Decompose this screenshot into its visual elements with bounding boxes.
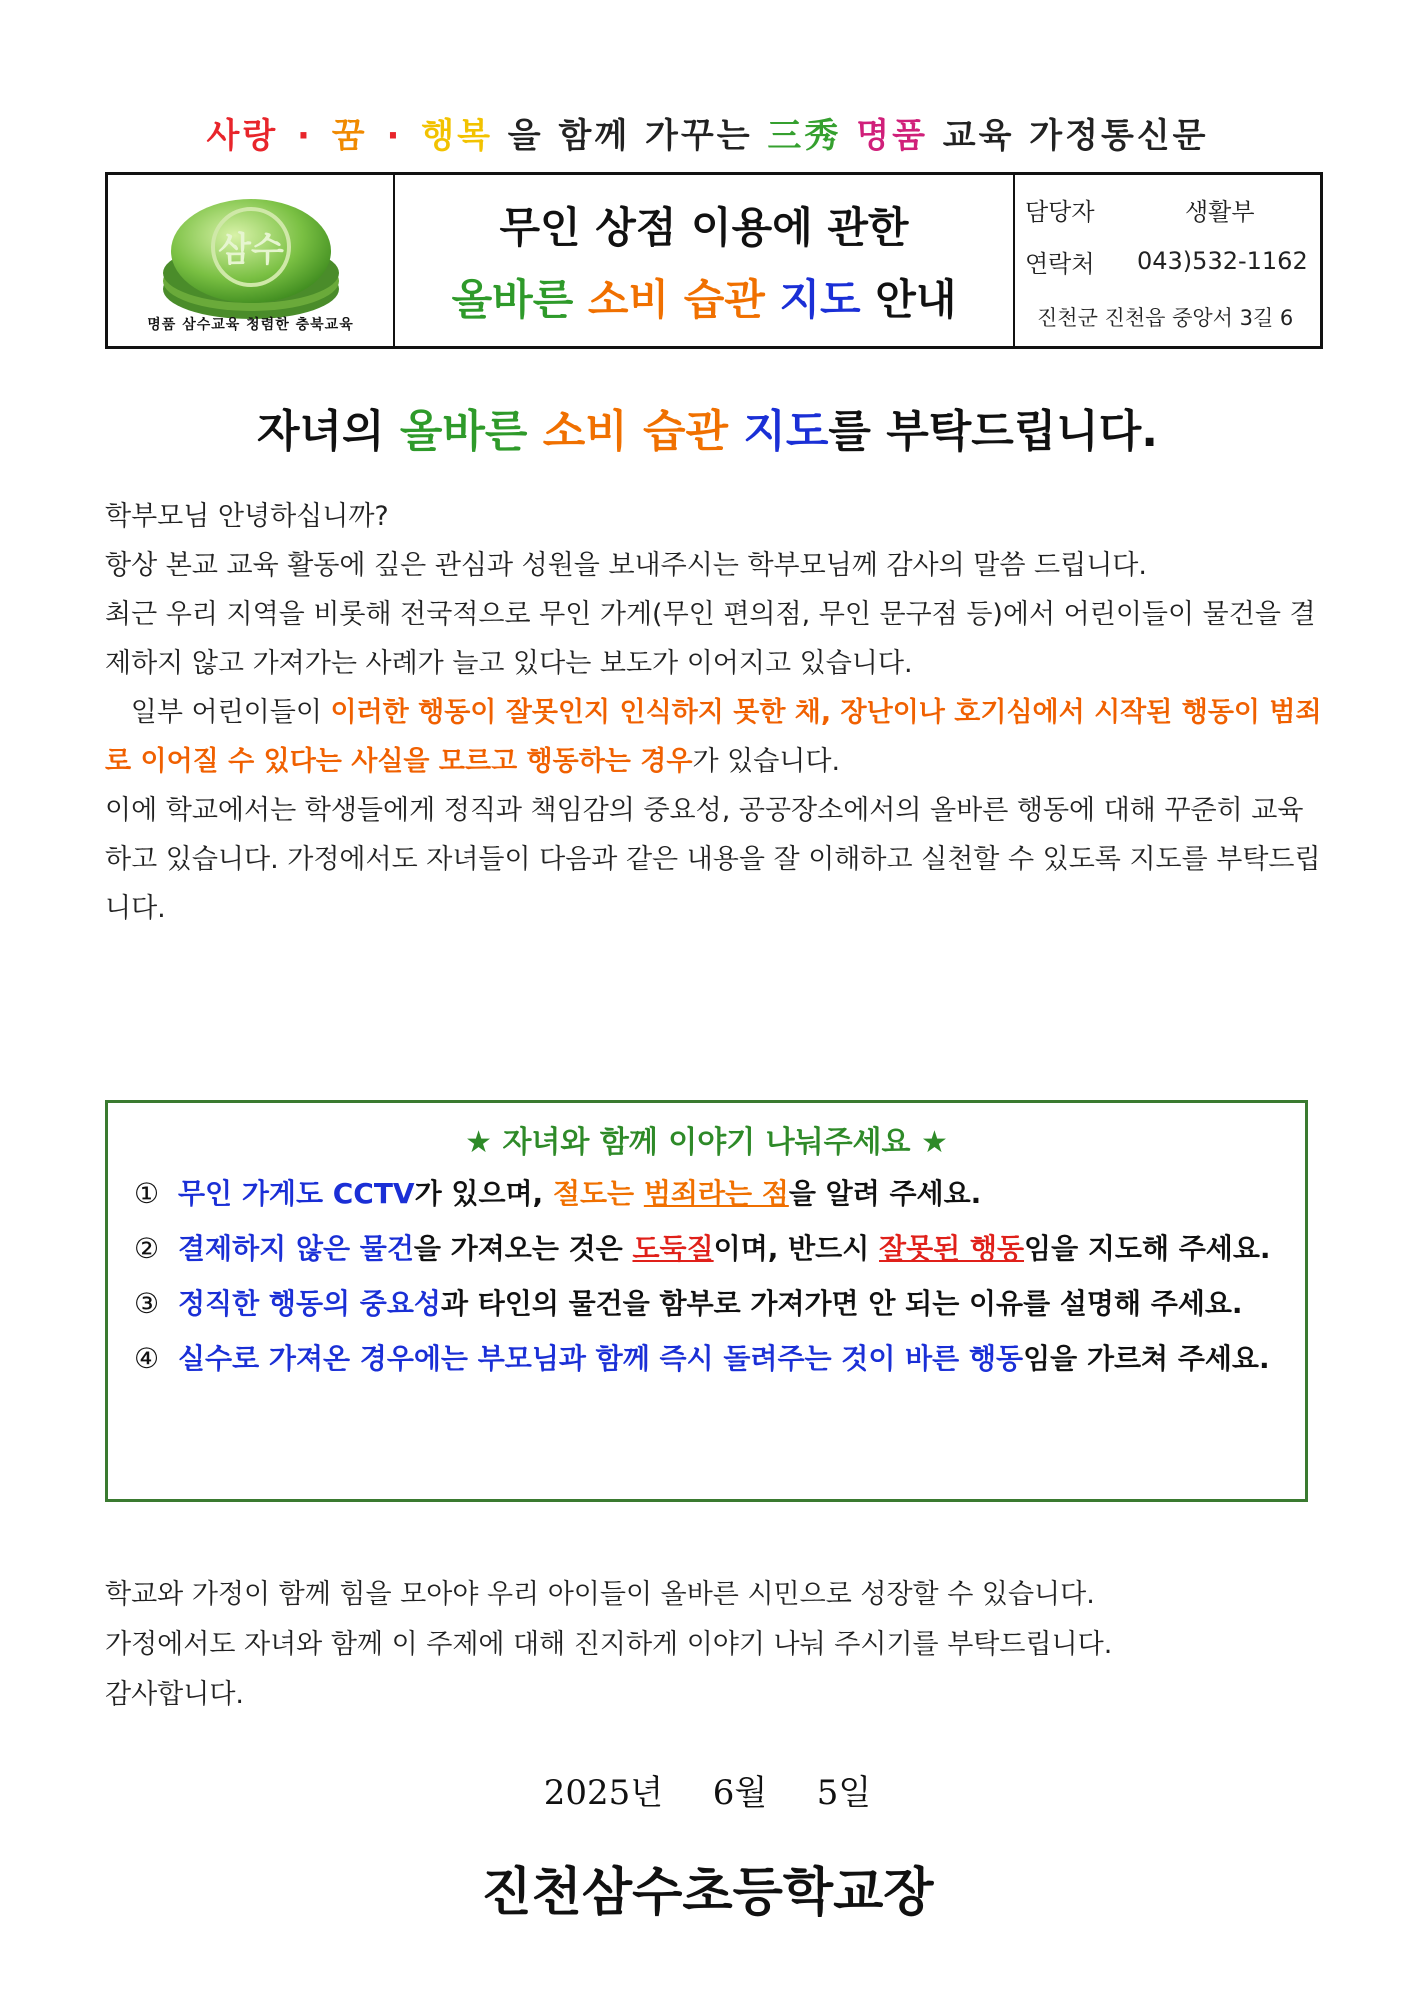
item-plain-end: 을 알려 주세요. [788, 1177, 982, 1210]
school-logo-cell [108, 175, 395, 346]
item-orange: 절도는 [552, 1177, 644, 1210]
phone-value: 043)532-1162 [1137, 247, 1308, 275]
headline-blue: 지도 [728, 406, 829, 457]
list-item [134, 1283, 1279, 1324]
closing-paragraph [105, 1570, 1325, 1720]
issue-highlight: 이러한 행동이 잘못인지 인식하지 못한 채, 장난이나 호기심에서 시작된 행동이 범죄로 이어질 수 있다는 사실을 모르고 행동하는 경우 [105, 697, 1322, 777]
banner-word-premium: 명품 [856, 116, 928, 156]
headline-green: 올바른 [399, 406, 528, 457]
paragraph-thanks: 항상 본교 교육 활동에 깊은 관심과 성원을 보내주시는 학부모님께 감사의 말씀 드립니다. [105, 550, 1147, 581]
notice-title-line2 [452, 267, 957, 327]
item-plain-end: 과 타인의 물건을 함부로 가져가면 안 되는 이유를 설명해 주세요. [440, 1287, 1243, 1320]
paragraph-background: 최근 우리 지역을 비롯해 전국적으로 무인 가게(무인 편의점, 무인 문구점 등)에서 어린이들이 물건을 결제하지 않고 가져가는 사례가 늘고 있다는 보도가 이어지고 있습니다. [105, 599, 1316, 679]
item-text [178, 1228, 1279, 1269]
item-number: ④ [134, 1342, 160, 1375]
letter-date: 2025년 6월 5일 [543, 1773, 872, 1813]
header-table [105, 172, 1323, 349]
banner-dot: · [386, 116, 403, 156]
list-item [134, 1228, 1279, 1269]
item-text [178, 1283, 1279, 1324]
banner-samsu-hanja: 三秀 [767, 116, 842, 156]
item-number: ② [134, 1232, 160, 1265]
issue-text-end: 가 있습니다. [692, 746, 841, 777]
logo-caption: 명품 삼수교육 청렴한 충북교육 [147, 317, 354, 333]
paragraph-request: 이에 학교에서는 학생들에게 정직과 책임감의 중요성, 공공장소에서의 올바른 행동에 대해 꾸준히 교육하고 있습니다. 가정에서도 자녀들이 다음과 같은 내용을 잘 이해하고 실천할 수 있도록 지도를 부탁드립니다. [105, 795, 1321, 924]
title-word-notice: 안내 [875, 274, 957, 324]
letter-body [105, 492, 1325, 933]
item-blue: 정직한 행동의 중요성 [178, 1287, 441, 1320]
item-number: ① [134, 1177, 160, 1210]
principal-signature: 진천삼수초등학교장 [481, 1862, 934, 1923]
contact-info-cell [1015, 175, 1320, 346]
headline-end: 를 부탁드립니다. [828, 406, 1158, 457]
banner-text: 을 함께 가꾸는 [507, 116, 753, 156]
school-logo-icon [156, 189, 346, 329]
closing-line: 가정에서도 자녀와 함께 이 주제에 대해 진지하게 이야기 나눠 주시기를 부탁드립니다. [105, 1629, 1113, 1660]
item-plain: 가 있으며, [414, 1177, 553, 1210]
item-blue: 실수로 가져온 경우에는 부모님과 함께 즉시 돌려주는 것이 바른 행동 [178, 1342, 1024, 1375]
item-blue: 무인 가게도 CCTV [178, 1177, 415, 1210]
person-value: 생활부 [1185, 197, 1255, 226]
item-red-underline: 잘못된 행동 [879, 1232, 1025, 1265]
item-blue: 결제하지 않은 물건 [178, 1232, 414, 1265]
contact-person-row [1025, 183, 1310, 235]
item-plain: 을 가져오는 것은 [413, 1232, 633, 1265]
list-item [134, 1173, 1279, 1214]
talk-together-box [105, 1100, 1308, 1502]
item-text [178, 1173, 1279, 1214]
box-title: ★ 자녀와 함께 이야기 나눠주세요 ★ [465, 1125, 948, 1160]
contact-phone-row [1025, 235, 1310, 287]
paragraph-issue [105, 688, 1325, 786]
notice-title-cell [395, 175, 1015, 346]
banner-text-end: 교육 가정통신문 [942, 116, 1209, 156]
title-word-consumption: 소비 [587, 274, 670, 324]
newsletter-banner [0, 108, 1415, 157]
title-word-habit: 습관 [683, 274, 765, 324]
item-number: ③ [134, 1287, 160, 1320]
greeting: 학부모님 안녕하십니까? [105, 501, 389, 532]
closing-thanks: 감사합니다. [105, 1679, 244, 1710]
item-plain-end: 임을 가르쳐 주세요. [1023, 1342, 1270, 1375]
person-label: 담당자 [1025, 197, 1095, 226]
title-word-right: 올바른 [451, 274, 574, 324]
school-address: 진천군 진천읍 중앙서 3길 6 [1037, 306, 1294, 330]
closing-line: 학교와 가정이 함께 힘을 모아야 우리 아이들이 올바른 시민으로 성장할 수 있습니다. [105, 1579, 1095, 1610]
item-orange-underline: 범죄라는 점 [643, 1177, 789, 1210]
headline [0, 395, 1415, 459]
item-text [178, 1338, 1279, 1379]
headline-part: 자녀의 [257, 406, 400, 457]
notice-title-line1: 무인 상점 이용에 관한 [499, 202, 909, 252]
logo-text: 삼수 [218, 230, 284, 270]
issue-text: 일부 어린이들이 [105, 697, 331, 728]
item-red-underline: 도둑질 [632, 1232, 714, 1265]
banner-word-dream: 꿈 [331, 116, 368, 156]
banner-word-love: 사랑 [206, 116, 279, 156]
title-word-guidance: 지도 [779, 274, 861, 324]
headline-orange: 소비 습관 [527, 406, 729, 457]
list-item [134, 1338, 1279, 1379]
banner-dot: · [297, 116, 313, 156]
phone-label: 연락처 [1025, 249, 1095, 278]
banner-word-happiness: 행복 [421, 116, 493, 156]
item-plain: 이며, 반드시 [713, 1232, 880, 1265]
item-plain-end: 임을 지도해 주세요. [1024, 1232, 1271, 1265]
